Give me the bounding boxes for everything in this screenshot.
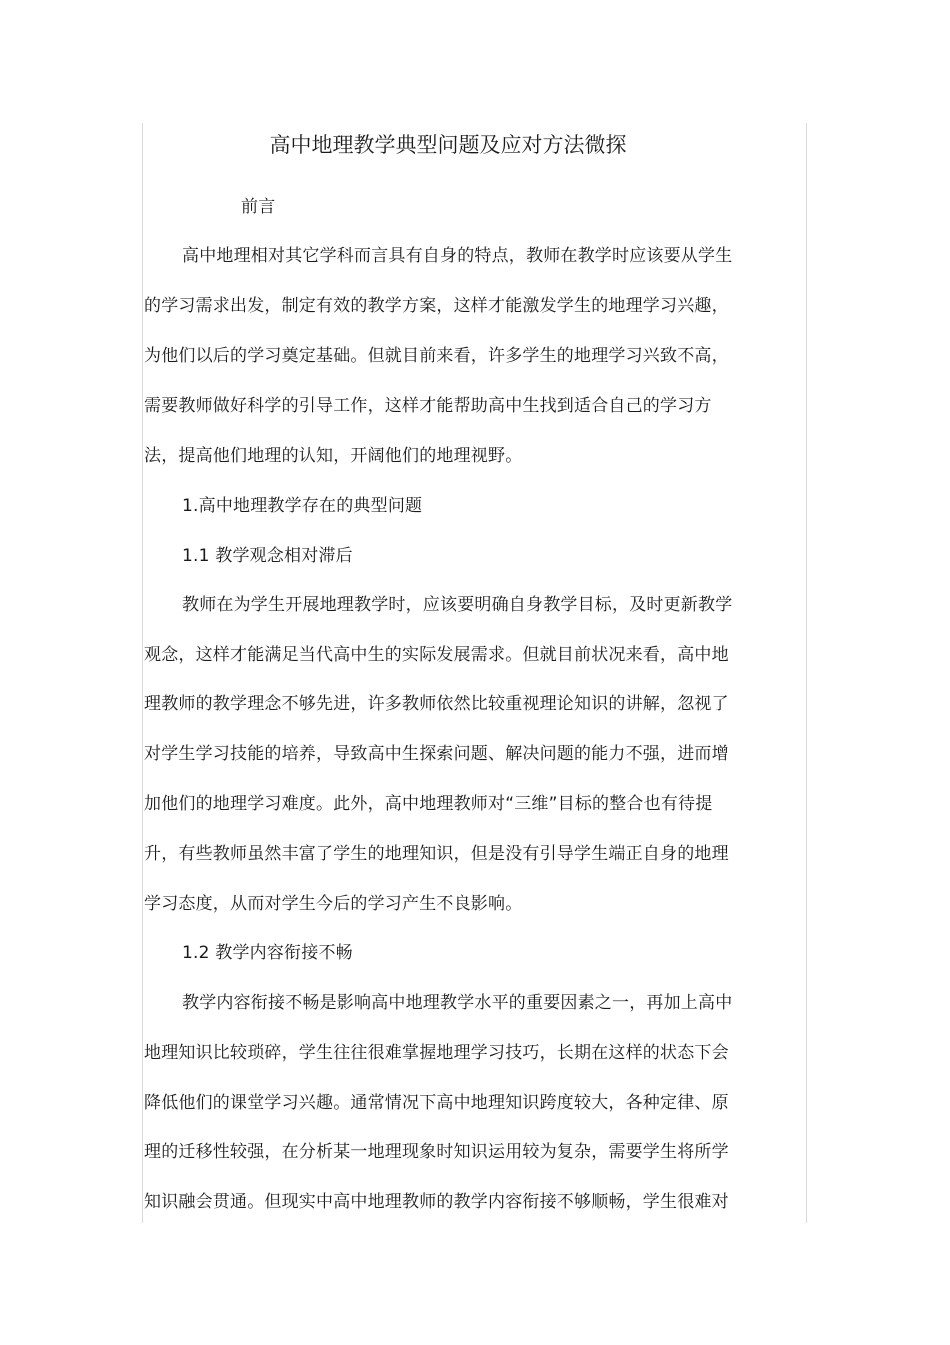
right-margin-rule [806,123,807,1223]
paragraph-line: 的学习需求出发，制定有效的教学方案，这样才能激发学生的地理学习兴趣， [144,296,729,316]
paragraph-line: 观念，这样才能满足当代高中生的实际发展需求。但就目前状况来看，高中地 [144,645,729,665]
left-margin-rule [142,123,143,1223]
foreword-heading: 前言 [241,197,276,217]
paragraph-line: 需要教师做好科学的引导工作，这样才能帮助高中生找到适合自己的学习方 [144,396,712,416]
section-heading-1-2: 1.2 教学内容衔接不畅 [182,943,353,963]
document-title: 高中地理教学典型问题及应对方法微探 [269,133,627,157]
paragraph-line: 加他们的地理学习难度。此外，高中地理教师对“三维”目标的整合也有待提 [144,794,713,814]
section-heading-1: 1.高中地理教学存在的典型问题 [182,496,423,516]
paragraph-line: 教师在为学生开展地理教学时，应该要明确自身教学目标，及时更新教学 [182,595,733,615]
paragraph-line: 理的迁移性较强，在分析某一地理现象时知识运用较为复杂，需要学生将所学 [144,1142,729,1162]
paragraph-line: 学习态度，从而对学生今后的学习产生不良影响。 [144,894,523,914]
paragraph-line: 地理知识比较琐碎，学生往往很难掌握地理学习技巧，长期在这样的状态下会 [144,1043,729,1063]
paragraph-line: 法，提高他们地理的认知，开阔他们的地理视野。 [144,446,523,466]
paragraph-line: 为他们以后的学习奠定基础。但就目前来看，许多学生的地理学习兴致不高， [144,346,729,366]
section-heading-1-1: 1.1 教学观念相对滞后 [182,546,353,566]
paragraph-line: 高中地理相对其它学科而言具有自身的特点，教师在教学时应该要从学生 [182,246,733,266]
paragraph-line: 对学生学习技能的培养，导致高中生探索问题、解决问题的能力不强，进而增 [144,744,729,764]
paragraph-line: 升，有些教师虽然丰富了学生的地理知识，但是没有引导学生端正自身的地理 [144,844,729,864]
paragraph-line: 教学内容衔接不畅是影响高中地理教学水平的重要因素之一，再加上高中 [182,993,733,1013]
paragraph-line: 理教师的教学理念不够先进，许多教师依然比较重视理论知识的讲解，忽视了 [144,694,729,714]
paragraph-line: 知识融会贯通。但现实中高中地理教师的教学内容衔接不够顺畅，学生很难对 [144,1192,729,1212]
paragraph-line: 降低他们的课堂学习兴趣。通常情况下高中地理知识跨度较大，各种定律、原 [144,1093,729,1113]
